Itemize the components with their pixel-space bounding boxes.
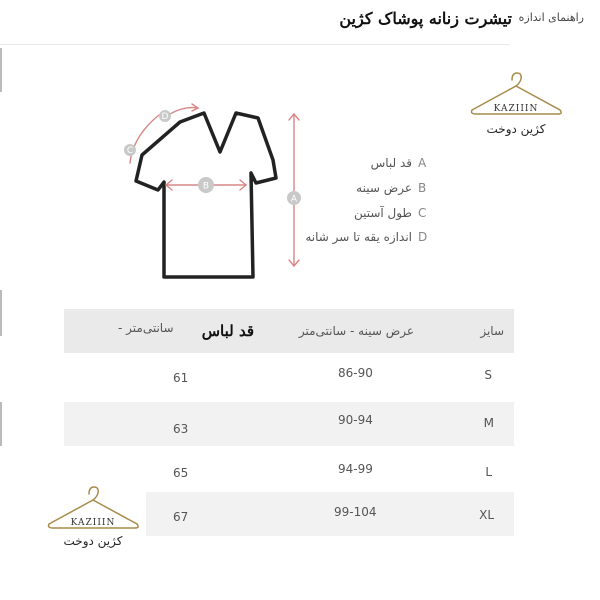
cell-chest: 86-90: [338, 366, 373, 380]
tshirt-diagram: [118, 100, 318, 290]
brand-logo: [464, 70, 568, 140]
page-subtitle: راهنمای اندازه: [518, 11, 584, 24]
legend-label: اندازه یقه تا سر شانه: [305, 230, 412, 244]
marker-b-label: B: [202, 181, 210, 192]
header-length: قد لباس: [201, 322, 254, 340]
header-divider: [0, 44, 510, 45]
cell-chest: 90-94: [338, 413, 373, 427]
header-length-unit: - سانتی‌متر: [118, 321, 174, 335]
header-chest: عرض سینه - سانتی‌متر: [298, 324, 414, 338]
logo-persian-text: کژین دوخت: [486, 122, 546, 136]
cell-size: M: [483, 416, 494, 430]
page-title: تیشرت زنانه پوشاک کژین: [339, 9, 512, 28]
edge-divider: [0, 290, 2, 336]
edge-divider: [0, 48, 2, 92]
legend-item-b: [356, 179, 432, 197]
brand-logo-watermark: [40, 484, 146, 552]
legend-letter: B: [418, 181, 427, 195]
legend-item-a: [371, 154, 432, 172]
table-row-band: [64, 402, 514, 446]
logo-persian-text: کژین دوخت: [63, 534, 123, 548]
legend-label: عرض سینه: [356, 181, 412, 195]
marker-a-label: A: [290, 194, 298, 205]
cell-chest: 94-99: [338, 462, 373, 476]
cell-length: 67: [173, 510, 189, 524]
cell-size: S: [484, 368, 492, 382]
logo-latin-text: KAZIIIN: [70, 518, 116, 528]
cell-length: 65: [173, 466, 189, 480]
legend-item-d: [305, 228, 432, 246]
legend-item-c: [354, 204, 432, 222]
sleeve-arrow-c: [130, 115, 159, 163]
cell-size: XL: [479, 508, 494, 522]
header-size: سایز: [480, 324, 504, 338]
legend-label: طول آستین: [353, 206, 412, 220]
cell-length: 63: [173, 422, 189, 436]
legend-label: قد لباس: [370, 156, 412, 170]
legend-letter: C: [418, 206, 427, 220]
legend-letter: A: [418, 156, 427, 170]
legend-letter: D: [418, 230, 428, 244]
page-header: [0, 0, 600, 44]
cell-length: 61: [173, 371, 189, 385]
cell-chest: 99-104: [334, 505, 377, 519]
marker-d-label: D: [161, 112, 169, 122]
marker-c-label: C: [126, 146, 134, 156]
logo-latin-text: KAZIIIN: [493, 104, 539, 114]
edge-divider: [0, 402, 2, 446]
cell-size: L: [485, 465, 492, 479]
